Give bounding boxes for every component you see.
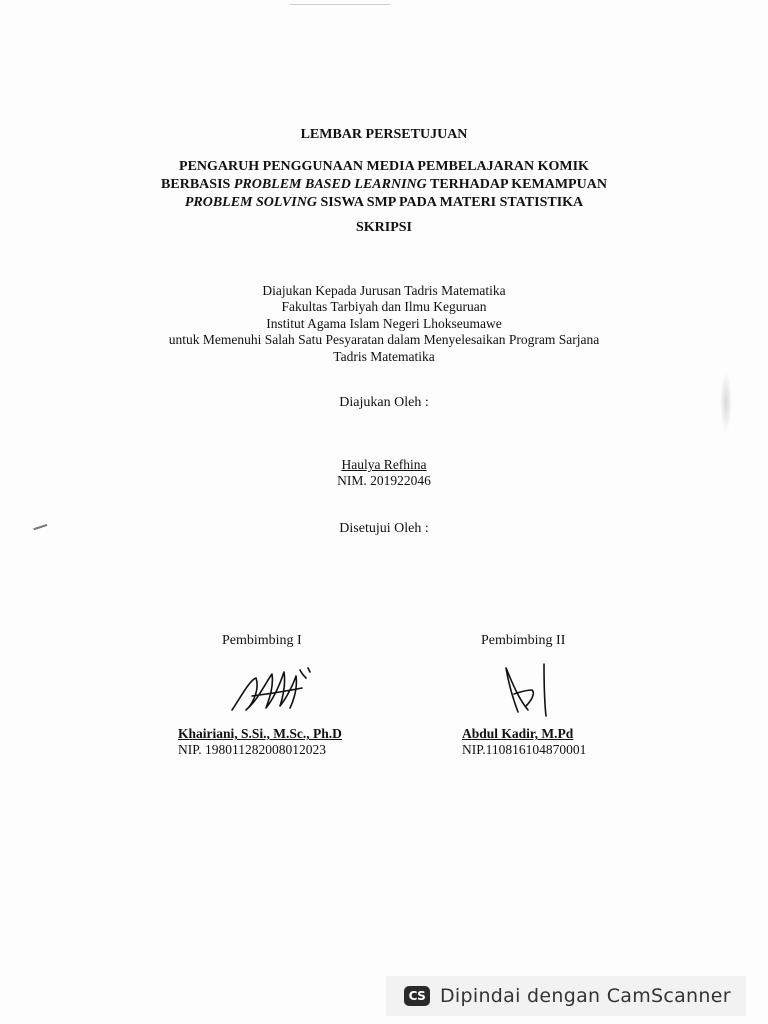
advisor-2-name: Abdul Kadir, M.Pd — [462, 726, 574, 741]
camscanner-logo-icon: CS — [404, 986, 430, 1006]
thesis-title — [0, 158, 768, 212]
camscanner-watermark — [386, 976, 746, 1016]
title-italic-text: PROBLEM BASED LEARNING — [233, 177, 427, 192]
document-heading: LEMBAR PERSETUJUAN — [300, 127, 468, 142]
title-text: SISWA SMP PADA MATERI STATISTIKA — [316, 195, 584, 210]
approved-by-label: Disetujui Oleh : — [339, 521, 429, 536]
title-text: TERHADAP KEMAMPUAN — [426, 177, 607, 192]
advisor-2-signature — [500, 660, 560, 722]
submission-line: Fakultas Tarbiyah dan Ilmu Keguruan — [281, 299, 487, 315]
submission-line: Diajukan Kepada Jurusan Tadris Matematika — [262, 283, 506, 298]
advisor-2-label: Pembimbing II — [481, 633, 566, 648]
scan-artifact — [290, 4, 390, 5]
title-italic-text: PROBLEM SOLVING — [184, 195, 317, 210]
advisor-1-signature — [222, 660, 322, 720]
thesis-title-line-2 — [0, 176, 768, 194]
submission-line: Tadris Matematika — [333, 348, 435, 364]
thesis-title-line-1: PENGARUH PENGGUNAAN MEDIA PEMBELAJARAN KOMIK — [179, 159, 589, 174]
advisor-1-name: Khairiani, S.Si., M.Sc., Ph.D — [178, 726, 342, 741]
title-text: BERBASIS — [161, 177, 234, 192]
submission-line: Institut Agama Islam Negeri Lhokseumawe — [266, 315, 502, 331]
author-name: Haulya Refhina — [341, 457, 427, 472]
submission-statement — [0, 283, 768, 365]
author-nim: NIM. 201922046 — [337, 473, 431, 488]
submission-line: untuk Memenuhi Salah Satu Pesyaratan dalam Menyelesaikan Program Sarjana — [168, 332, 600, 348]
watermark-text: Dipindai dengan CamScanner — [440, 985, 731, 1007]
thesis-title-line-3 — [0, 194, 768, 212]
advisor-2-nip: NIP.110816104870001 — [462, 742, 587, 757]
document-genre: SKRIPSI — [355, 220, 413, 235]
advisor-1-label: Pembimbing I — [222, 633, 302, 648]
author-block — [0, 457, 768, 489]
submitted-by-label: Diajukan Oleh : — [339, 395, 429, 410]
advisor-1-nip: NIP. 198011282008012023 — [178, 742, 327, 757]
